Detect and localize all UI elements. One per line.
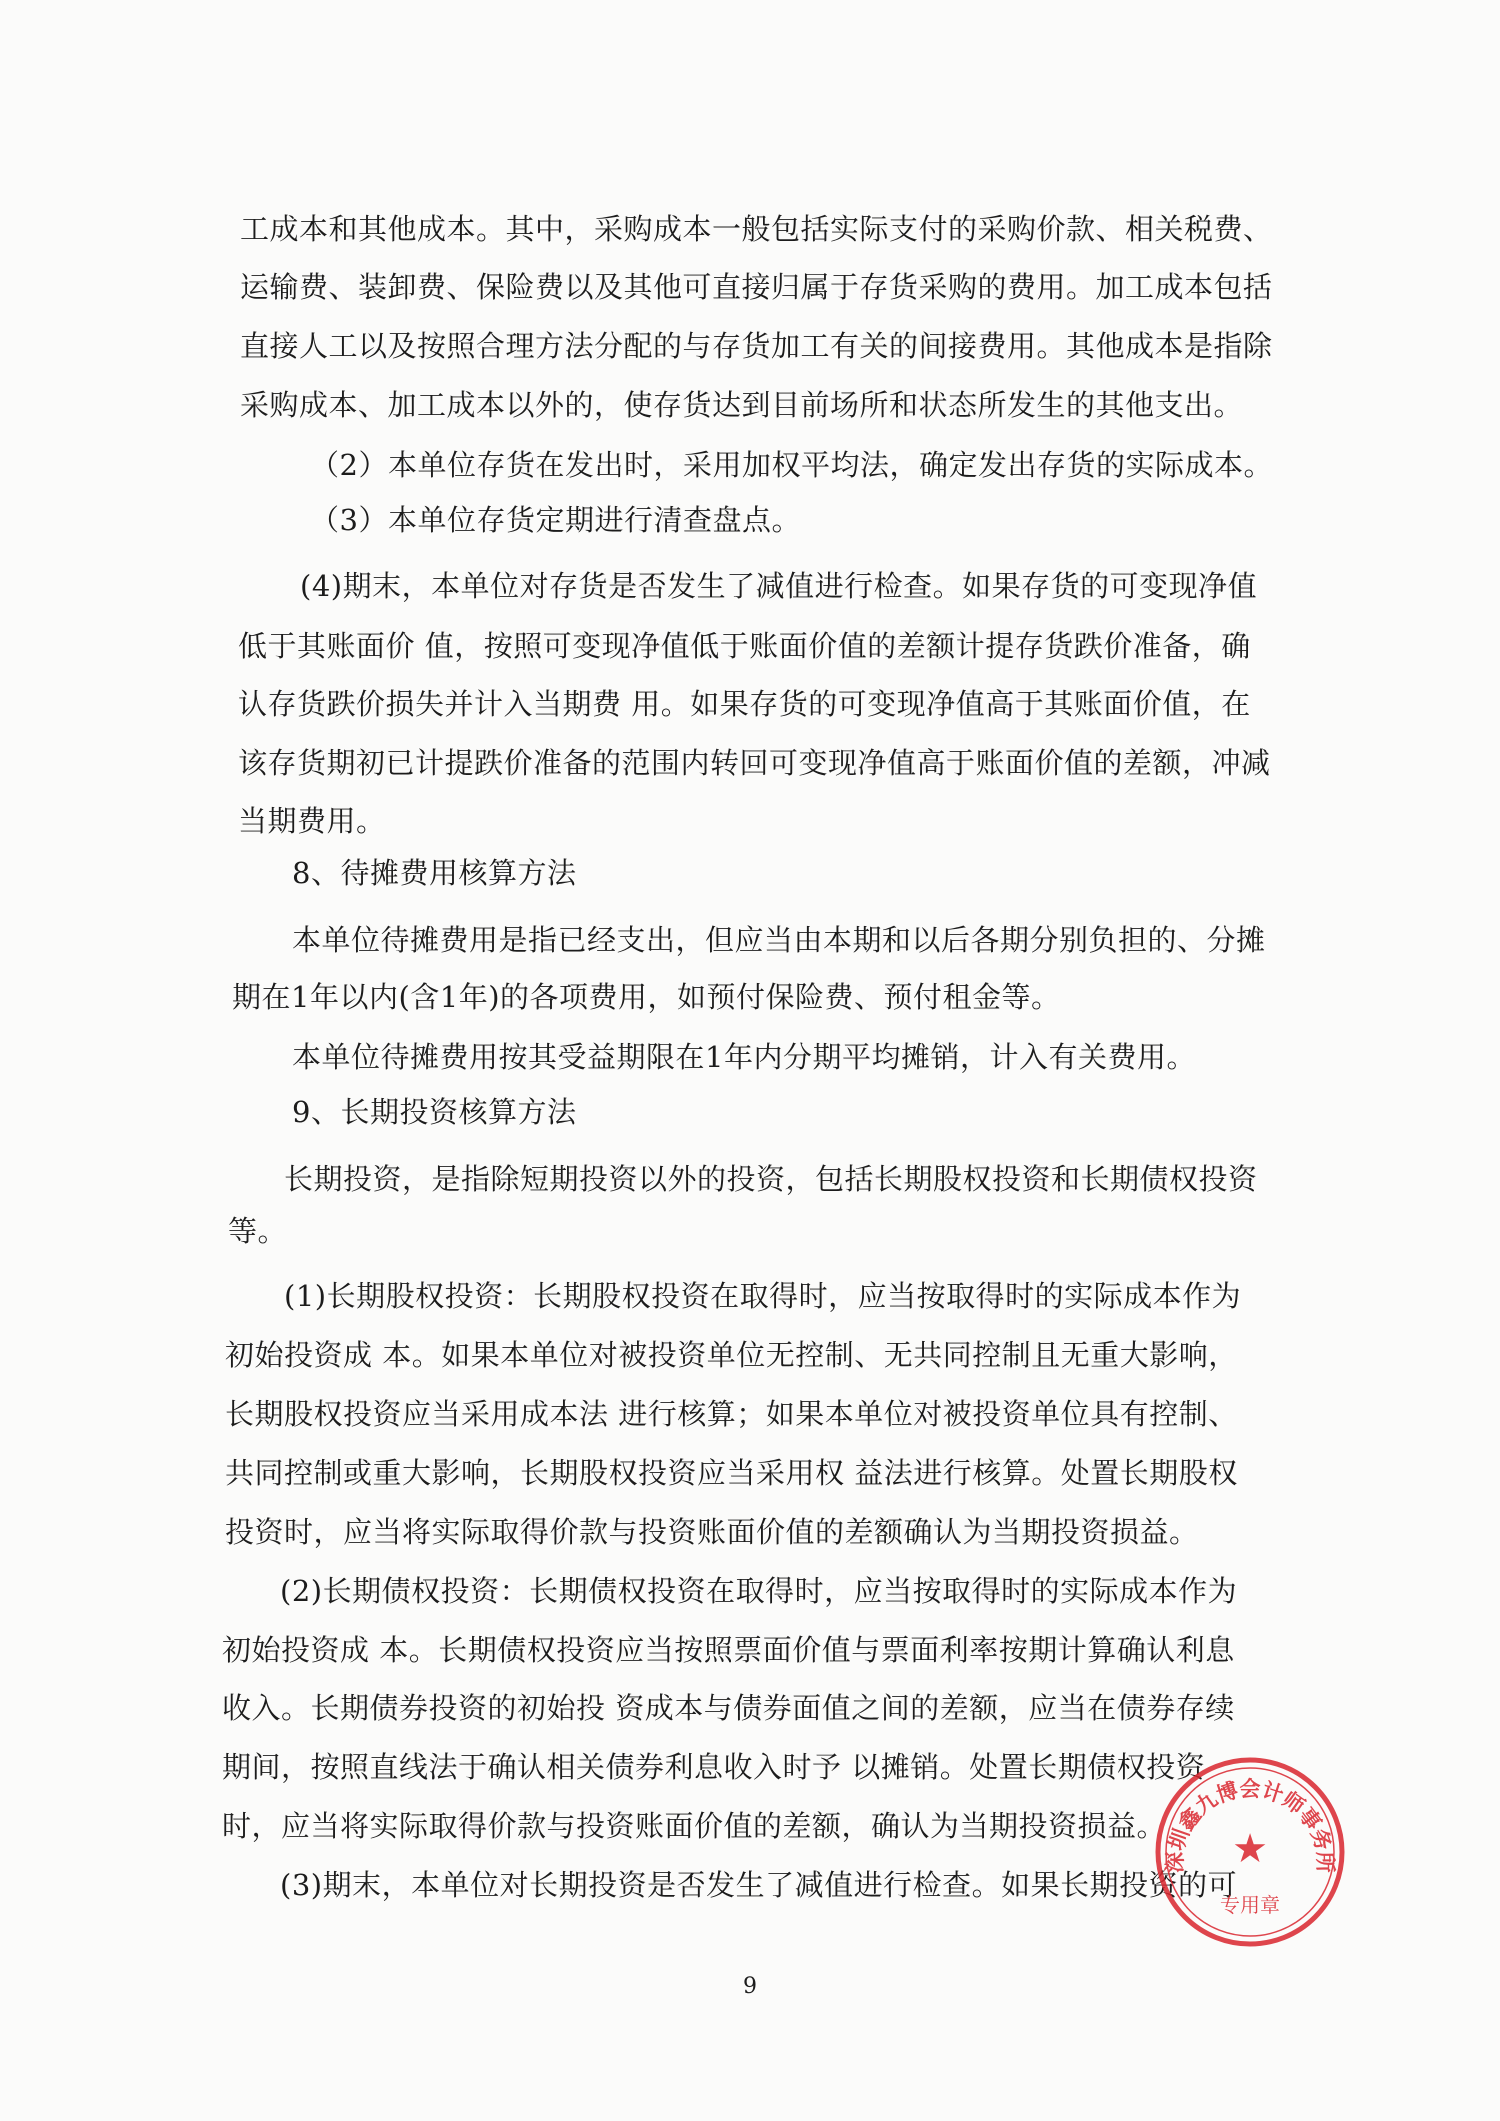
page-number: 9 — [743, 1974, 757, 1999]
text-line: 初始投资成 本。长期债权投资应当按照票面价值与票面利率按期计算确认利息 — [222, 1633, 1235, 1667]
text-line: 认存货跌价损失并计入当期费 用。如果存货的可变现净值高于其账面价值，在 — [238, 687, 1251, 721]
text-line: (1)长期股权投资：长期股权投资在取得时，应当按取得时的实际成本作为 — [284, 1279, 1242, 1313]
text-line: 等。 — [228, 1214, 288, 1248]
text-line: 该存货期初已计提跌价准备的范围内转回可变现净值高于账面价值的差额，冲减 — [238, 746, 1271, 780]
seal-text-path: 深圳鑫九博会计师事务所 — [1162, 1777, 1338, 1874]
text-line: 本单位待摊费用是指已经支出，但应当由本期和以后各期分别负担的、分摊 — [292, 923, 1266, 957]
text-line: (4)期末，本单位对存货是否发生了减值进行检查。如果存货的可变现净值 — [300, 569, 1258, 603]
section-heading: 9、长期投资核算方法 — [292, 1095, 577, 1129]
text-line: 初始投资成 本。如果本单位对被投资单位无控制、无共同控制且无重大影响， — [225, 1338, 1238, 1372]
text-line: (3)期末，本单位对长期投资是否发生了减值进行检查。如果长期投资的可 — [280, 1868, 1238, 1902]
text-line: 共同控制或重大影响，长期股权投资应当采用权 益法进行核算。处置长期股权 — [225, 1456, 1238, 1490]
text-line: 期间，按照直线法于确认相关债券利息收入时予 以摊销。处置长期债权投资 — [222, 1750, 1206, 1784]
text-line: 长期投资，是指除短期投资以外的投资，包括长期股权投资和长期债权投资 — [284, 1162, 1258, 1196]
seal-star: ★ — [1232, 1826, 1268, 1872]
text-line: 本单位待摊费用按其受益期限在1年内分期平均摊销，计入有关费用。 — [292, 1040, 1196, 1074]
text-line: 工成本和其他成本。其中，采购成本一般包括实际支付的采购价款、相关税费、 — [240, 212, 1273, 246]
seal-subtext: 专用章 — [1220, 1893, 1280, 1917]
text-line: 投资时，应当将实际取得价款与投资账面价值的差额确认为当期投资损益。 — [225, 1515, 1199, 1549]
company-seal-stamp — [1150, 1752, 1350, 1952]
text-line: 低于其账面价 值，按照可变现净值低于账面价值的差额计提存货跌价准备，确 — [238, 629, 1251, 663]
text-line: 采购成本、加工成本以外的，使存货达到目前场所和状态所发生的其他支出。 — [240, 388, 1244, 422]
text-line: 时，应当将实际取得价款与投资账面价值的差额，确认为当期投资损益。 — [222, 1809, 1167, 1843]
text-line: 当期费用。 — [238, 804, 386, 838]
text-line: （2）本单位存货在发出时，采用加权平均法，确定发出存货的实际成本。 — [310, 448, 1273, 482]
text-line: 直接人工以及按照合理方法分配的与存货加工有关的间接费用。其他成本是指除 — [240, 329, 1273, 363]
text-line: 收入。长期债券投资的初始投 资成本与债券面值之间的差额，应当在债券存续 — [222, 1691, 1235, 1725]
text-line: (2)长期债权投资：长期债权投资在取得时，应当按取得时的实际成本作为 — [280, 1574, 1238, 1608]
text-line: 期在1年以内(含1年)的各项费用，如预付保险费、预付租金等。 — [232, 980, 1061, 1014]
text-line: 运输费、装卸费、保险费以及其他可直接归属于存货采购的费用。加工成本包括 — [240, 270, 1273, 304]
text-line: 长期股权投资应当采用成本法 进行核算；如果本单位对被投资单位具有控制、 — [225, 1397, 1238, 1431]
section-heading: 8、待摊费用核算方法 — [292, 856, 577, 890]
text-line: （3）本单位存货定期进行清查盘点。 — [310, 503, 801, 537]
